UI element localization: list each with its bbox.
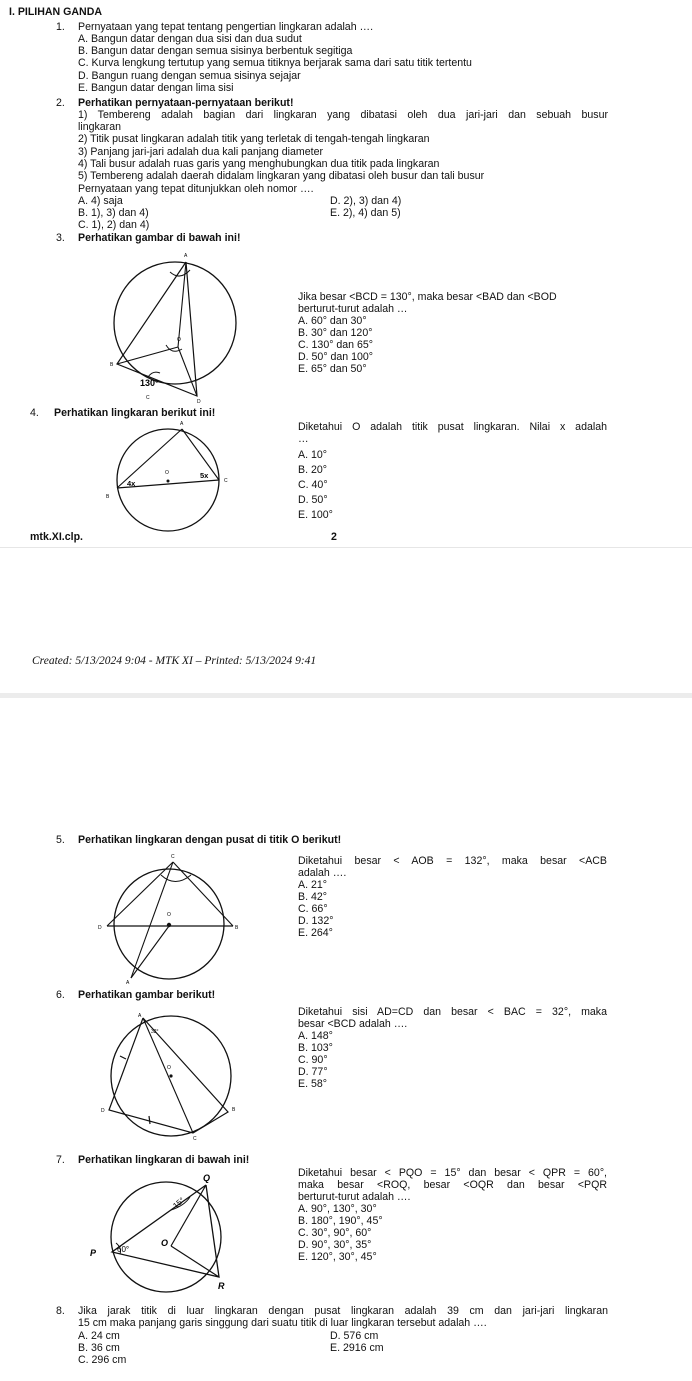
q7-text-line2: maka besar <ROQ, besar <OQR dan besar <PQR (298, 1179, 607, 1191)
q2-prompt: Pernyataan yang tepat ditunjukkan oleh nomor …. (78, 183, 314, 195)
q3-option-b[interactable]: B. 30° dan 120° (298, 327, 373, 339)
q7-label-p: P (90, 1248, 97, 1258)
q3-label-c: C (146, 395, 150, 401)
q2-option-b[interactable]: B. 1), 3) dan 4) (78, 207, 149, 220)
q3-option-d[interactable]: D. 50° dan 100° (298, 351, 374, 363)
q7-text-line1: Diketahui besar < PQO = 15° dan besar < QPR = 60°, (298, 1167, 607, 1179)
q6-figure (93, 1008, 243, 1144)
q5-option-d[interactable]: D. 132° (298, 915, 334, 927)
q2-statement-4: 4) Tali busur adalah ruas garis yang menghubungkan dua titik pada lingkaran (78, 157, 440, 170)
q8-options-left (78, 1330, 126, 1367)
q7-option-a[interactable]: A. 90°, 130°, 30° (298, 1203, 377, 1215)
q5-number: 5. (56, 834, 65, 846)
q6-option-b[interactable]: B. 103° (298, 1042, 333, 1054)
q7-label-o: O (161, 1238, 169, 1248)
q7-option-e[interactable]: E. 120°, 30°, 45° (298, 1251, 377, 1263)
q5-stem: Perhatikan lingkaran dengan pusat di titik O berikut! (78, 834, 342, 846)
footer-left: mtk.XI.clp. (30, 531, 83, 543)
q2-statements (78, 109, 608, 182)
q2-statement-1-cont: lingkaran (78, 121, 121, 134)
q2-number: 2. (56, 97, 65, 109)
q7-text-line3: berturut-turut adalah …. (298, 1191, 411, 1203)
q2-statement-3: 3) Panjang jari-jari adalah dua kali panjang diameter (78, 145, 323, 158)
q3-label-o: O (177, 337, 181, 343)
q2-statement-2: 2) Titik pusat lingkaran adalah titik yang terletak di tengah-tengah lingkaran (78, 133, 430, 146)
q5-figure (93, 850, 243, 986)
q4-label-4x: 4x (127, 479, 136, 488)
q4-option-c[interactable]: C. 40° (298, 479, 328, 491)
q5-option-e[interactable]: E. 264° (298, 927, 333, 939)
q2-option-a[interactable]: A. 4) saja (78, 195, 123, 207)
q6-option-c[interactable]: C. 90° (298, 1054, 328, 1066)
q6-text-line2: besar <BCD adalah …. (298, 1018, 408, 1030)
q3-text (298, 291, 557, 375)
q6-label-o: O (167, 1065, 171, 1071)
q1-option-c[interactable]: C. Kurva lengkung tertutup yang semua titiknya berjarak sama dari satu titik tertentu (78, 57, 472, 70)
q6-number: 6. (56, 989, 65, 1001)
q5-option-a[interactable]: A. 21° (298, 879, 327, 891)
q5-label-c: C (171, 854, 175, 860)
q8-option-b[interactable]: B. 36 cm (78, 1342, 120, 1355)
q2-statement-5: 5) Tembereng adalah daerah didalam lingkaran yang dibatasi oleh busur dan tali busur (78, 170, 485, 183)
q3-option-e[interactable]: E. 65° dan 50° (298, 363, 367, 375)
q7-label-q: Q (203, 1173, 211, 1183)
q3-angle-label: 130° (140, 378, 159, 388)
q6-label-c: C (193, 1136, 197, 1142)
q6-stem: Perhatikan gambar berikut! (78, 989, 216, 1001)
q2-options-right (330, 195, 401, 219)
q4-label-b: B (106, 494, 110, 500)
q6-text (298, 1006, 607, 1090)
q7-stem: Perhatikan lingkaran di bawah ini! (78, 1154, 250, 1166)
q5-label-o: O (167, 912, 171, 918)
q1-option-e[interactable]: E. Bangun datar dengan lima sisi (78, 81, 234, 94)
q6-label-b: B (232, 1107, 236, 1113)
q8-option-a[interactable]: A. 24 cm (78, 1330, 120, 1342)
q8-option-e[interactable]: E. 2916 cm (330, 1342, 384, 1355)
q3-option-c[interactable]: C. 130° dan 65° (298, 339, 374, 351)
q1-stem: Pernyataan yang tepat tentang pengertian lingkaran adalah …. (78, 21, 374, 33)
q6-label-d: D (101, 1108, 105, 1114)
q3-option-a[interactable]: A. 60° dan 30° (298, 315, 367, 327)
q7-angle-60: 60° (117, 1245, 130, 1254)
q4-label-a: A (180, 421, 184, 427)
q8-number: 8. (56, 1305, 65, 1317)
q4-text (298, 421, 607, 521)
q7-angle-15: 15° (171, 1195, 187, 1211)
page-number: 2 (331, 531, 337, 543)
q6-option-e[interactable]: E. 58° (298, 1078, 327, 1090)
q1-number: 1. (56, 21, 65, 33)
q8-option-c[interactable]: C. 296 cm (78, 1354, 127, 1367)
q6-label-a: A (138, 1013, 142, 1019)
q8-text-line1: Jika jarak titik di luar lingkaran dengan pusat lingkaran adalah 39 cm dan jari-jari lingkaran (78, 1305, 608, 1317)
q2-option-c[interactable]: C. 1), 2) dan 4) (78, 219, 150, 232)
q5-label-a: A (126, 980, 130, 986)
q6-option-a[interactable]: A. 148° (298, 1030, 333, 1042)
q3-label-b: B (110, 362, 114, 368)
q5-option-b[interactable]: B. 42° (298, 891, 327, 903)
q4-option-d[interactable]: D. 50° (298, 494, 328, 506)
q2-option-e[interactable]: E. 2), 4) dan 5) (330, 207, 401, 220)
q7-number: 7. (56, 1154, 65, 1166)
q8-options-right (330, 1330, 384, 1354)
q2-options-left (78, 195, 149, 232)
q5-text-line1: Diketahui besar < AOB = 132°, maka besar <ACB (298, 855, 607, 867)
q6-angle-label: 32° (151, 1029, 159, 1035)
q2-stem: Perhatikan pernyataan-pernyataan berikut! (78, 97, 294, 109)
q3-number: 3. (56, 232, 65, 244)
q3-stem: Perhatikan gambar di bawah ini! (78, 232, 241, 244)
section-title: I. PILIHAN GANDA (9, 6, 102, 18)
q4-text-line1: Diketahui O adalah titik pusat lingkaran. Nilai x adalah (298, 421, 607, 433)
q8-text-line2: 15 cm maka panjang garis singgung dari suatu titik di luar lingkaran tersebut adalah …. (78, 1317, 487, 1329)
q3-figure (100, 245, 250, 403)
q5-option-c[interactable]: C. 66° (298, 903, 328, 915)
q3-label-a: A (184, 253, 188, 259)
q4-label-c: C (224, 478, 228, 484)
q7-figure (86, 1170, 246, 1298)
q1-options (78, 33, 472, 94)
q4-text-line2: … (298, 433, 309, 445)
q4-number: 4. (30, 407, 39, 419)
q2-statement-1: 1) Tembereng adalah bagian dari lingkaran yang dibatasi oleh dua jari-jari dan sebuah busur (78, 109, 608, 121)
q7-option-c[interactable]: C. 30°, 90°, 60° (298, 1227, 372, 1239)
q3-label-d: D (197, 399, 201, 403)
q1-option-a[interactable]: A. Bangun datar dengan dua sisi dan dua sudut (78, 33, 302, 45)
q6-option-d[interactable]: D. 77° (298, 1066, 328, 1078)
q1-option-d[interactable]: D. Bangun ruang dengan semua sisinya sejajar (78, 69, 301, 82)
q5-text-line2: adalah …. (298, 867, 347, 879)
created-note: Created: 5/13/2024 9:04 - MTK XI – Printed: 5/13/2024 9:41 (32, 655, 317, 667)
q3-text-line2: berturut-turut adalah … (298, 303, 408, 315)
q7-text (298, 1167, 607, 1263)
q5-label-d: D (98, 925, 102, 931)
q7-option-b[interactable]: B. 180°, 190°, 45° (298, 1215, 383, 1227)
q4-option-a[interactable]: A. 10° (298, 449, 327, 461)
q2-option-d[interactable]: D. 2), 3) dan 4) (330, 195, 402, 207)
q4-figure (100, 420, 240, 536)
q4-stem: Perhatikan lingkaran berikut ini! (54, 407, 216, 419)
footer-divider (0, 547, 692, 548)
q1-option-b[interactable]: B. Bangun datar dengan semua sisinya berbentuk segitiga (78, 45, 353, 58)
q6-text-line1: Diketahui sisi AD=CD dan besar < BAC = 32°, maka (298, 1006, 607, 1018)
q4-option-b[interactable]: B. 20° (298, 464, 327, 476)
q8-option-d[interactable]: D. 576 cm (330, 1330, 379, 1342)
q4-label-5x: 5x (200, 471, 209, 480)
q4-label-o: O (165, 470, 169, 476)
q7-option-d[interactable]: D. 90°, 30°, 35° (298, 1239, 372, 1251)
q7-label-r: R (218, 1281, 225, 1291)
q5-label-b: B (235, 925, 239, 931)
page-break (0, 693, 692, 698)
q3-text-line1: Jika besar <BCD = 130°, maka besar <BAD dan <BOD (298, 291, 557, 303)
q5-text (298, 855, 607, 939)
q4-option-e[interactable]: E. 100° (298, 509, 333, 521)
